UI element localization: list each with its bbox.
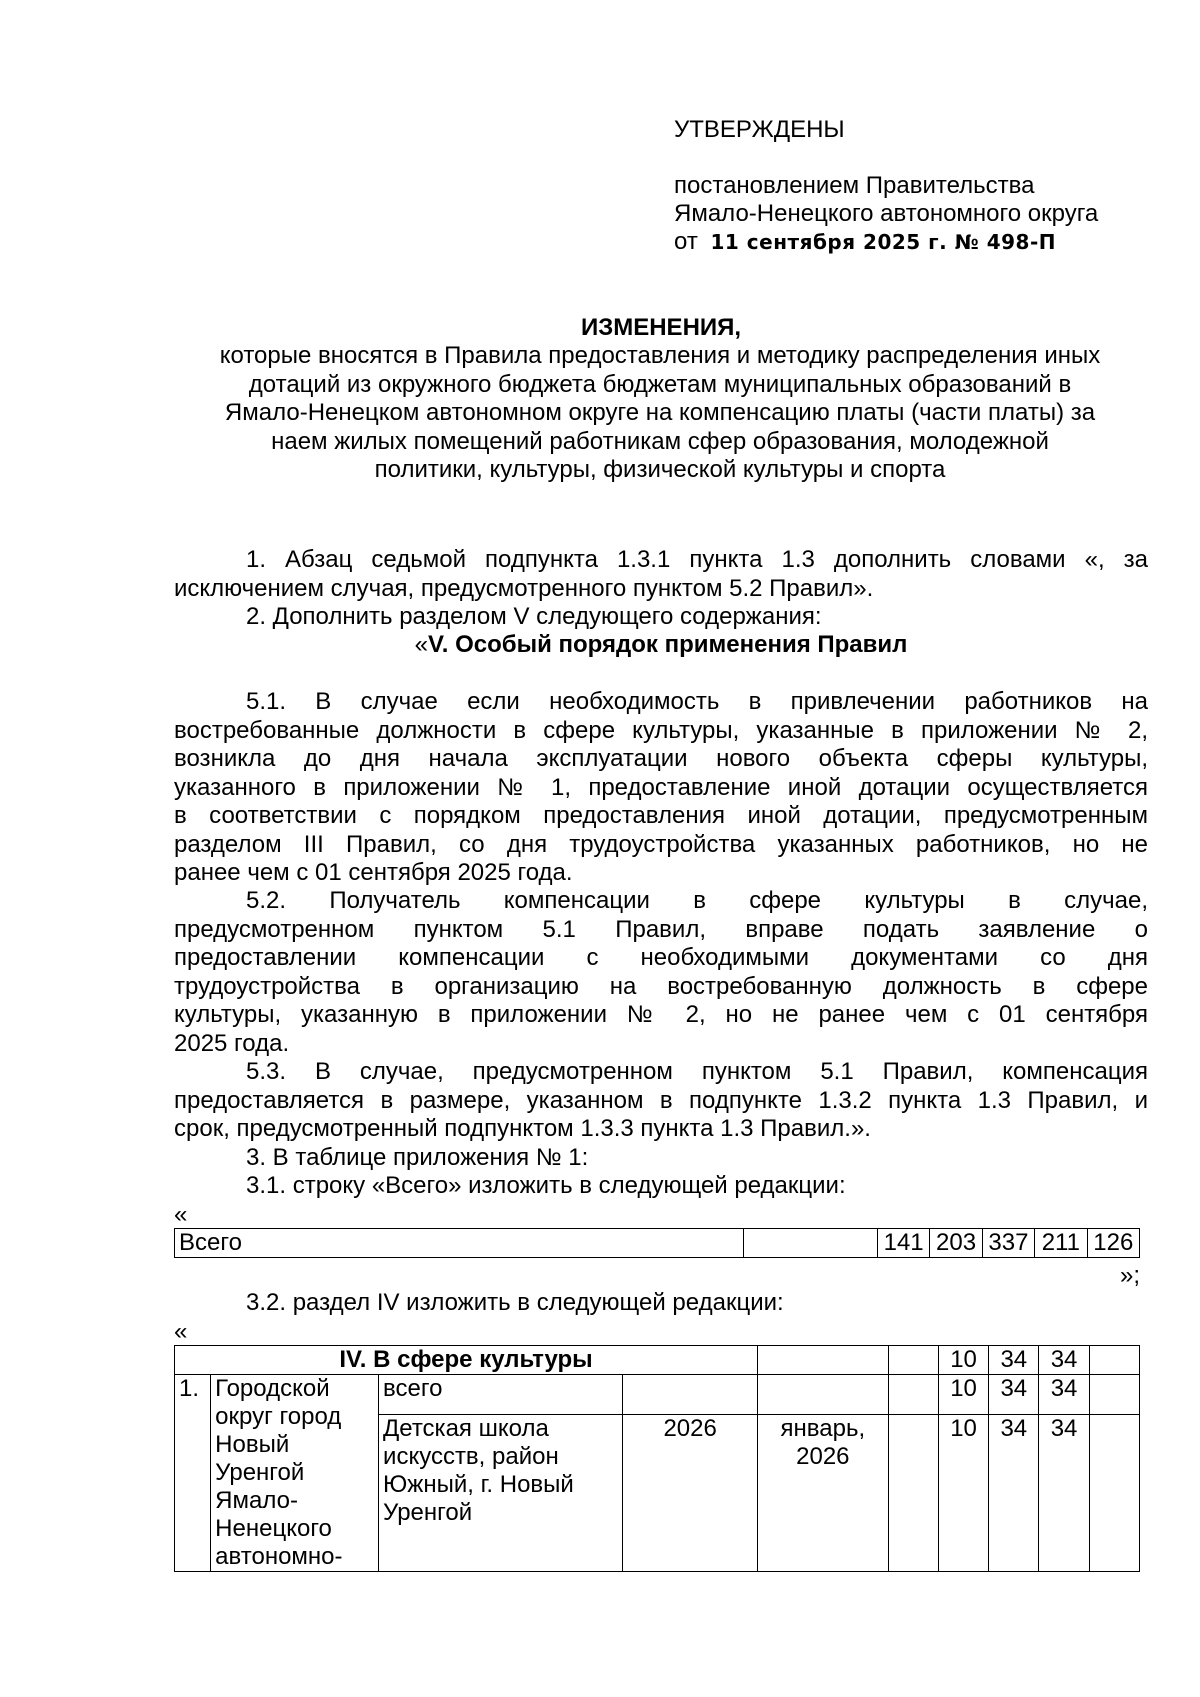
total-value-cell: 203 bbox=[930, 1229, 982, 1258]
quote-open: « bbox=[174, 1318, 188, 1345]
paragraph-line: 1. Абзац седьмой подпункта 1.3.1 пункта 1.3 дополнить словами «, за bbox=[246, 546, 1148, 573]
paragraph-line: указанного в приложении № 1, предоставление иной дотации осуществляется bbox=[174, 773, 1148, 801]
empty-cell bbox=[758, 1346, 889, 1375]
document-title: ИЗМЕНЕНИЯ, bbox=[580, 314, 742, 341]
value-cell: 34 bbox=[989, 1375, 1039, 1415]
approval-line-1: постановлением Правительства bbox=[674, 172, 1035, 199]
document-subtitle bbox=[160, 342, 1160, 485]
municipality-line: Уренгой bbox=[215, 1459, 305, 1486]
municipality-line: Ямало- bbox=[215, 1487, 298, 1514]
paragraph-5-1 bbox=[174, 688, 1148, 888]
paragraph-2: 2. Дополнить разделом V следующего содержания: bbox=[246, 603, 822, 630]
paragraph-3-1: 3.1. строку «Всего» изложить в следующей редакции: bbox=[246, 1172, 846, 1199]
paragraph-line: 2025 года. bbox=[174, 1029, 290, 1057]
empty-cell bbox=[1089, 1415, 1139, 1572]
paragraph-line: в соответствии с порядком предоставления иной дотации, предусмотренным bbox=[174, 802, 1148, 829]
value-cell: 10 bbox=[938, 1415, 988, 1572]
paragraph-line: 5.1. В случае если необходимость в привлечении работников на bbox=[246, 688, 1148, 715]
section-title-quote: « bbox=[414, 631, 428, 658]
total-value-cell: 126 bbox=[1087, 1229, 1139, 1258]
start-line: 2026 bbox=[796, 1443, 850, 1471]
paragraph-line: исключением случая, предусмотренного пунктом 5.2 Правил». bbox=[174, 574, 874, 602]
value-cell: 34 bbox=[1039, 1346, 1089, 1375]
paragraph-3-2: 3.2. раздел IV изложить в следующей редакции: bbox=[246, 1289, 784, 1316]
total-table bbox=[174, 1228, 1140, 1258]
paragraph-line: востребованные должности в сфере культуры, указанные в приложении № 2, bbox=[174, 716, 1148, 744]
subtitle-line: Ямало-Ненецком автономном округе на компенсацию платы (части платы) за bbox=[224, 399, 1096, 426]
quote-close: »; bbox=[1120, 1262, 1141, 1289]
empty-cell bbox=[888, 1346, 938, 1375]
paragraph-5-3 bbox=[174, 1058, 1148, 1144]
value-cell: 10 bbox=[938, 1346, 988, 1375]
empty-cell bbox=[1089, 1346, 1139, 1375]
value-cell: 10 bbox=[938, 1375, 988, 1415]
municipality-line: округ город bbox=[215, 1403, 342, 1430]
row-number-cell: 1. bbox=[175, 1375, 211, 1572]
approval-title: УТВЕРЖДЕНЫ bbox=[674, 116, 845, 143]
table-row bbox=[175, 1375, 1140, 1415]
object-line: Детская школа bbox=[383, 1415, 549, 1443]
subtitle-line: которые вносятся в Правила предоставления и методику распределения иных bbox=[219, 342, 1101, 369]
paragraph-line: 5.3. В случае, предусмотренном пунктом 5.1 Правил, компенсация bbox=[246, 1058, 1148, 1085]
paragraph-line: предусмотренном пунктом 5.1 Правил, вправе подать заявление о bbox=[174, 915, 1148, 943]
empty-cell bbox=[623, 1375, 758, 1415]
culture-table bbox=[174, 1345, 1140, 1572]
empty-cell bbox=[744, 1229, 878, 1258]
value-cell: 34 bbox=[1039, 1415, 1089, 1572]
subtitle-line: дотаций из окружного бюджета бюджетам муниципальных образований в bbox=[248, 370, 1072, 398]
object-line: Южный, г. Новый bbox=[383, 1471, 574, 1499]
empty-cell bbox=[1089, 1375, 1139, 1415]
section-v-title bbox=[174, 631, 1148, 659]
paragraph-line: трудоустройства в организацию на востребованную должность в сфере bbox=[174, 972, 1148, 1000]
value-cell: 34 bbox=[1039, 1375, 1089, 1415]
approval-date-line bbox=[674, 228, 1056, 256]
start-line: январь, bbox=[780, 1415, 866, 1443]
year-cell: 2026 bbox=[623, 1415, 758, 1572]
municipality-line: Новый bbox=[215, 1431, 290, 1458]
total-label-cell: всего bbox=[379, 1375, 623, 1415]
empty-cell bbox=[758, 1375, 889, 1415]
subtitle-line: политики, культуры, физической культуры и спорта bbox=[374, 456, 946, 483]
subtitle-line: наем жилых помещений работникам сфер образования, молодежной bbox=[271, 427, 1049, 455]
object-line: Уренгой bbox=[383, 1499, 473, 1527]
value-cell: 34 bbox=[989, 1415, 1039, 1572]
approval-date-number: 11 сентября 2025 г. № 498-П bbox=[710, 230, 1056, 254]
municipality-line: Ненецкого bbox=[215, 1515, 332, 1542]
paragraph-line: разделом III Правил, со дня трудоустройства указанных работников, но не bbox=[174, 830, 1148, 858]
approval-prefix: от bbox=[674, 228, 698, 255]
start-cell bbox=[758, 1415, 889, 1572]
municipality-line: Городской bbox=[215, 1375, 330, 1402]
empty-cell bbox=[888, 1375, 938, 1415]
total-value-cell: 337 bbox=[982, 1229, 1034, 1258]
municipality-line: автономно- bbox=[215, 1543, 343, 1570]
quote-open: « bbox=[174, 1201, 188, 1228]
value-cell: 34 bbox=[989, 1346, 1039, 1375]
paragraph-line: предоставляется в размере, указанном в подпункте 1.3.2 пункта 1.3 Правил, и bbox=[174, 1086, 1148, 1114]
section-title-text: V. Особый порядок применения Правил bbox=[427, 631, 908, 658]
paragraph-3: 3. В таблице приложения № 1: bbox=[246, 1144, 589, 1171]
paragraph-5-2 bbox=[174, 887, 1148, 1058]
empty-cell bbox=[888, 1415, 938, 1572]
municipality-cell bbox=[211, 1375, 379, 1572]
paragraph-line: возникла до дня начала эксплуатации нового объекта сферы культуры, bbox=[174, 745, 1148, 772]
paragraph-line: 5.2. Получатель компенсации в сфере культуры в случае, bbox=[246, 887, 1148, 914]
section-header-cell: IV. В сфере культуры bbox=[175, 1346, 758, 1375]
total-value-cell: 141 bbox=[877, 1229, 929, 1258]
total-value-cell: 211 bbox=[1035, 1229, 1087, 1258]
object-cell bbox=[379, 1415, 623, 1572]
object-line: искусств, район bbox=[383, 1443, 559, 1471]
paragraph-1 bbox=[174, 546, 1148, 603]
paragraph-line: ранее чем с 01 сентября 2025 года. bbox=[174, 859, 573, 886]
table-row bbox=[175, 1346, 1140, 1375]
total-label-cell: Всего bbox=[175, 1229, 744, 1258]
table-row bbox=[175, 1229, 1140, 1258]
paragraph-line: срок, предусмотренный подпунктом 1.3.3 пункта 1.3 Правил.». bbox=[174, 1115, 871, 1142]
paragraph-line: предоставлении компенсации с необходимыми документами со дня bbox=[174, 944, 1148, 971]
approval-line-2: Ямало-Ненецкого автономного округа bbox=[674, 200, 1099, 227]
paragraph-line: культуры, указанную в приложении № 2, но не ранее чем с 01 сентября bbox=[174, 1001, 1148, 1028]
